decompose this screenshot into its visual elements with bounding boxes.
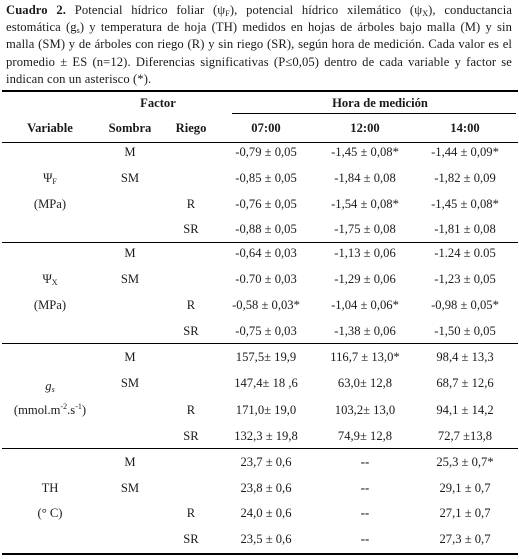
value-cell: -1,04 ± 0,06* (331, 298, 399, 312)
value-cell: 25,3 ± 0,7* (436, 455, 494, 469)
value-cell: 23,5 ± 0,6 (240, 532, 292, 546)
group-separator (2, 343, 518, 344)
value-cell: 72,7 ±13,8 (437, 429, 493, 443)
value-cell: -1.24 ± 0.05 (434, 246, 496, 260)
variable-psi-x (42, 272, 57, 286)
value-cell: 27,3 ± 0,7 (439, 532, 491, 546)
value-cell: 23,8 ± 0,6 (240, 481, 292, 495)
value-cell: -1,50 ± 0,05 (434, 324, 496, 338)
value-cell: -1,29 ± 0,06 (334, 272, 396, 286)
riego-cell: R (186, 403, 196, 417)
caption-sub-s: s (76, 26, 80, 36)
header-time-1200: 12:00 (350, 121, 380, 135)
variable-sub: s (51, 385, 55, 394)
caption-text-3: ), conductancia estomática (g (6, 3, 513, 35)
unit-exponent: -2 (60, 402, 68, 411)
table-bottom-rule (2, 553, 518, 555)
header-time-0700: 07:00 (251, 121, 281, 135)
riego-cell: SR (183, 222, 199, 236)
value-cell: -- (360, 506, 370, 520)
value-cell: 74,9± 12,8 (337, 429, 393, 443)
sombra-cell: SM (120, 171, 140, 185)
variable-th: TH (41, 481, 59, 495)
unit-exponent: -1 (75, 402, 82, 411)
value-cell: 132,3 ± 19,8 (234, 429, 298, 443)
variable-gs (45, 379, 54, 393)
header-factor: Factor (140, 96, 176, 110)
unit-part: ) (81, 403, 87, 417)
value-cell: -0,76 ± 0,05 (235, 197, 297, 211)
table-caption (6, 2, 512, 88)
value-cell: -0.70 ± 0,03 (235, 272, 297, 286)
unit-part: .s (67, 403, 76, 417)
caption-text-4: ) y temperatura de hoja (TH) medidos en hojas de árboles bajo malla (M) y sin malla (SM) y de árboles con riego (R) y sin riego (SR), según hora de medición. Cada valor es el promedio ± ES (n=12). Diferencias significativas (P≤0,05) dentro de cada variable y factor se indican con un asterisco (*). (6, 20, 512, 86)
riego-cell: R (186, 506, 196, 520)
caption-sub-x: X (422, 9, 429, 18)
value-cell: -1,23 ± 0,05 (434, 272, 496, 286)
value-cell: -1,13 ± 0,06 (334, 246, 396, 260)
value-cell: -- (360, 455, 370, 469)
header-time-1400: 14:00 (450, 121, 480, 135)
riego-cell: SR (183, 429, 199, 443)
value-cell: 171,0± 19,0 (235, 403, 297, 417)
value-cell: 29,1 ± 0,7 (439, 481, 491, 495)
sombra-cell: SM (120, 272, 140, 286)
value-cell: 68,7 ± 12,6 (436, 376, 494, 390)
group-separator (2, 242, 518, 243)
sombra-cell: M (124, 246, 136, 260)
hora-underline (232, 113, 516, 114)
sombra-cell: M (124, 145, 136, 159)
value-cell: -0,98 ± 0,05* (431, 298, 499, 312)
header-bottom-rule (2, 142, 518, 143)
sombra-cell: SM (120, 376, 140, 390)
value-cell: -1,44 ± 0,09* (431, 145, 499, 159)
value-cell: -0,58 ± 0,03* (232, 298, 300, 312)
value-cell: -1,84 ± 0,08 (334, 171, 396, 185)
variable-unit: (MPa) (33, 298, 67, 312)
caption-text-2: ), potencial hídrico xilemático (ψ (229, 3, 423, 17)
value-cell: 116,7 ± 13,0* (330, 350, 400, 364)
value-cell: -0,88 ± 0,05 (235, 222, 297, 236)
variable-sub: X (51, 278, 58, 287)
riego-cell: R (186, 298, 196, 312)
variable-symbol: Ψ (42, 272, 52, 286)
value-cell: 23,7 ± 0,6 (240, 455, 292, 469)
variable-unit: (° C) (37, 506, 63, 520)
riego-cell: R (186, 197, 196, 211)
header-hora: Hora de medición (332, 96, 428, 110)
value-cell: -0,85 ± 0,05 (235, 171, 297, 185)
value-cell: 27,1 ± 0,7 (439, 506, 491, 520)
caption-sub-f: F (225, 9, 230, 18)
variable-unit: (MPa) (33, 197, 67, 211)
variable-symbol: g (45, 379, 52, 393)
value-cell: -0,79 ± 0,05 (235, 145, 297, 159)
caption-text-1: Potencial hídrico foliar (ψ (66, 3, 226, 17)
value-cell: 103,2± 13,0 (334, 403, 396, 417)
sombra-cell: M (124, 350, 136, 364)
header-riego: Riego (175, 121, 207, 135)
value-cell: -1,75 ± 0,08 (334, 222, 396, 236)
value-cell: -- (360, 481, 370, 495)
value-cell: -1,82 ± 0,09 (434, 171, 496, 185)
riego-cell: SR (183, 324, 199, 338)
value-cell: -1,45 ± 0,08* (431, 197, 499, 211)
variable-psi-f (43, 171, 57, 185)
value-cell: 63,0± 12,8 (337, 376, 393, 390)
header-variable: Variable (27, 121, 73, 135)
value-cell: -1,38 ± 0,06 (334, 324, 396, 338)
value-cell: -0,75 ± 0,03 (235, 324, 297, 338)
variable-symbol: Ψ (43, 171, 53, 185)
value-cell: 157,5± 19,9 (235, 350, 297, 364)
value-cell: -1,45 ± 0,08* (331, 145, 399, 159)
sombra-cell: SM (120, 481, 140, 495)
caption-label: Cuadro 2. (6, 3, 67, 17)
unit-part: (mmol.m (13, 403, 61, 417)
value-cell: 24,0 ± 0,6 (240, 506, 292, 520)
value-cell: 147,4± 18 ,6 (234, 376, 298, 390)
value-cell: -- (360, 532, 370, 546)
variable-sub: F (52, 177, 57, 186)
header-sombra: Sombra (108, 121, 152, 135)
riego-cell: SR (183, 532, 199, 546)
value-cell: -0,64 ± 0,03 (235, 246, 297, 260)
group-separator (2, 448, 518, 449)
table-top-rule (2, 90, 518, 92)
variable-unit (14, 403, 86, 417)
sombra-cell: M (124, 455, 136, 469)
value-cell: -1,81 ± 0,08 (434, 222, 496, 236)
value-cell: 94,1 ± 14,2 (436, 403, 494, 417)
value-cell: 98,4 ± 13,3 (436, 350, 494, 364)
value-cell: -1,54 ± 0,08* (331, 197, 399, 211)
